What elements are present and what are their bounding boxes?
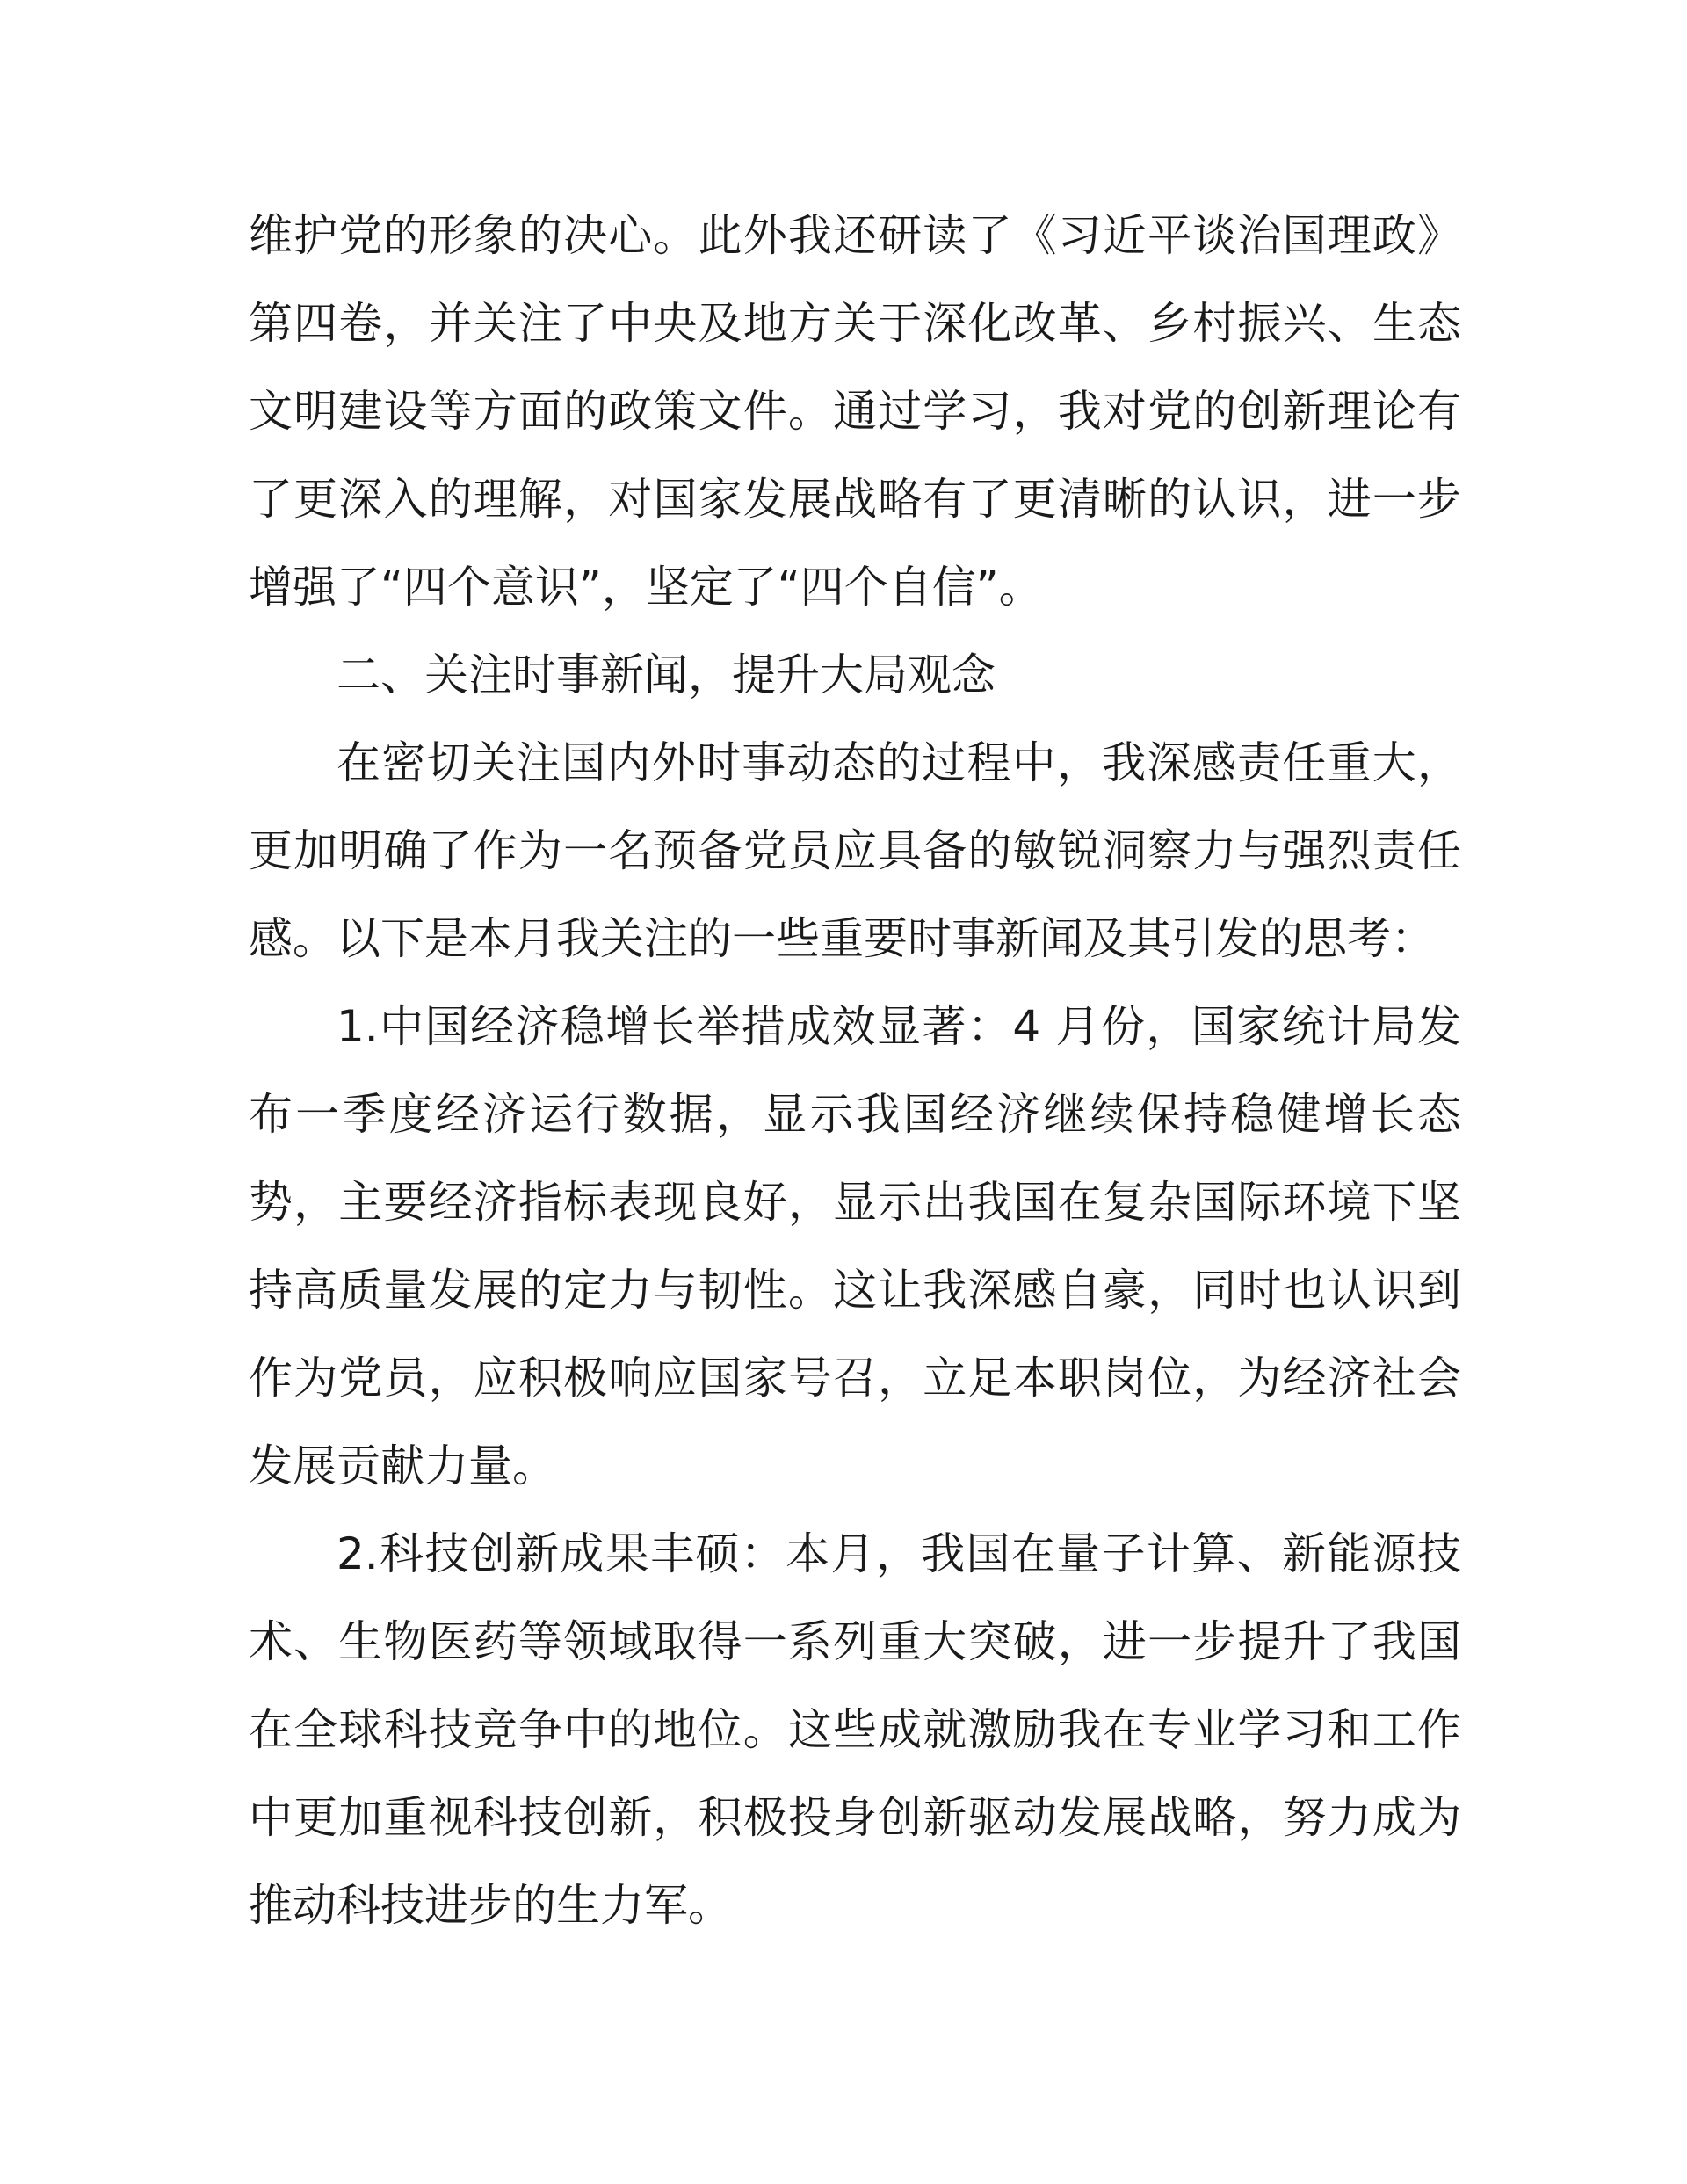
document-body <box>249 192 1461 1949</box>
paragraph-item-1: 1.中国经济稳增长举措成效显著：4 月份，国家统计局发布一季度经济运行数据，显示我国经济继续保持稳健增长态势，主要经济指标表现良好，显示出我国在复杂国际环境下坚持高质量发展的定力与韧性。这让我深感自豪，同时也认识到作为党员，应积极响应国家号召，立足本职岗位，为经济社会发展贡献力量。 <box>249 1001 1461 1491</box>
paragraph-intro: 在密切关注国内外时事动态的过程中，我深感责任重大，更加明确了作为一名预备党员应具备的敏锐洞察力与强烈责任感。以下是本月我关注的一些重要时事新闻及其引发的思考： <box>249 737 1461 964</box>
paragraph-item-2: 2.科技创新成果丰硕：本月，我国在量子计算、新能源技术、生物医药等领域取得一系列重大突破，进一步提升了我国在全球科技竞争中的地位。这些成就激励我在专业学习和工作中更加重视科技创新，积极投身创新驱动发展战略，努力成为推动科技进步的生力军。 <box>249 1528 1461 1931</box>
section-heading: 二、关注时事新闻，提升大局观念 <box>337 649 996 700</box>
paragraph-continuation: 维护党的形象的决心。此外我还研读了《习近平谈治国理政》第四卷，并关注了中央及地方关于深化改革、乡村振兴、生态文明建设等方面的政策文件。通过学习，我对党的创新理论有了更深入的理解，对国家发展战略有了更清晰的认识，进一步增强了“四个意识”，坚定了“四个自信”。 <box>249 210 1461 613</box>
